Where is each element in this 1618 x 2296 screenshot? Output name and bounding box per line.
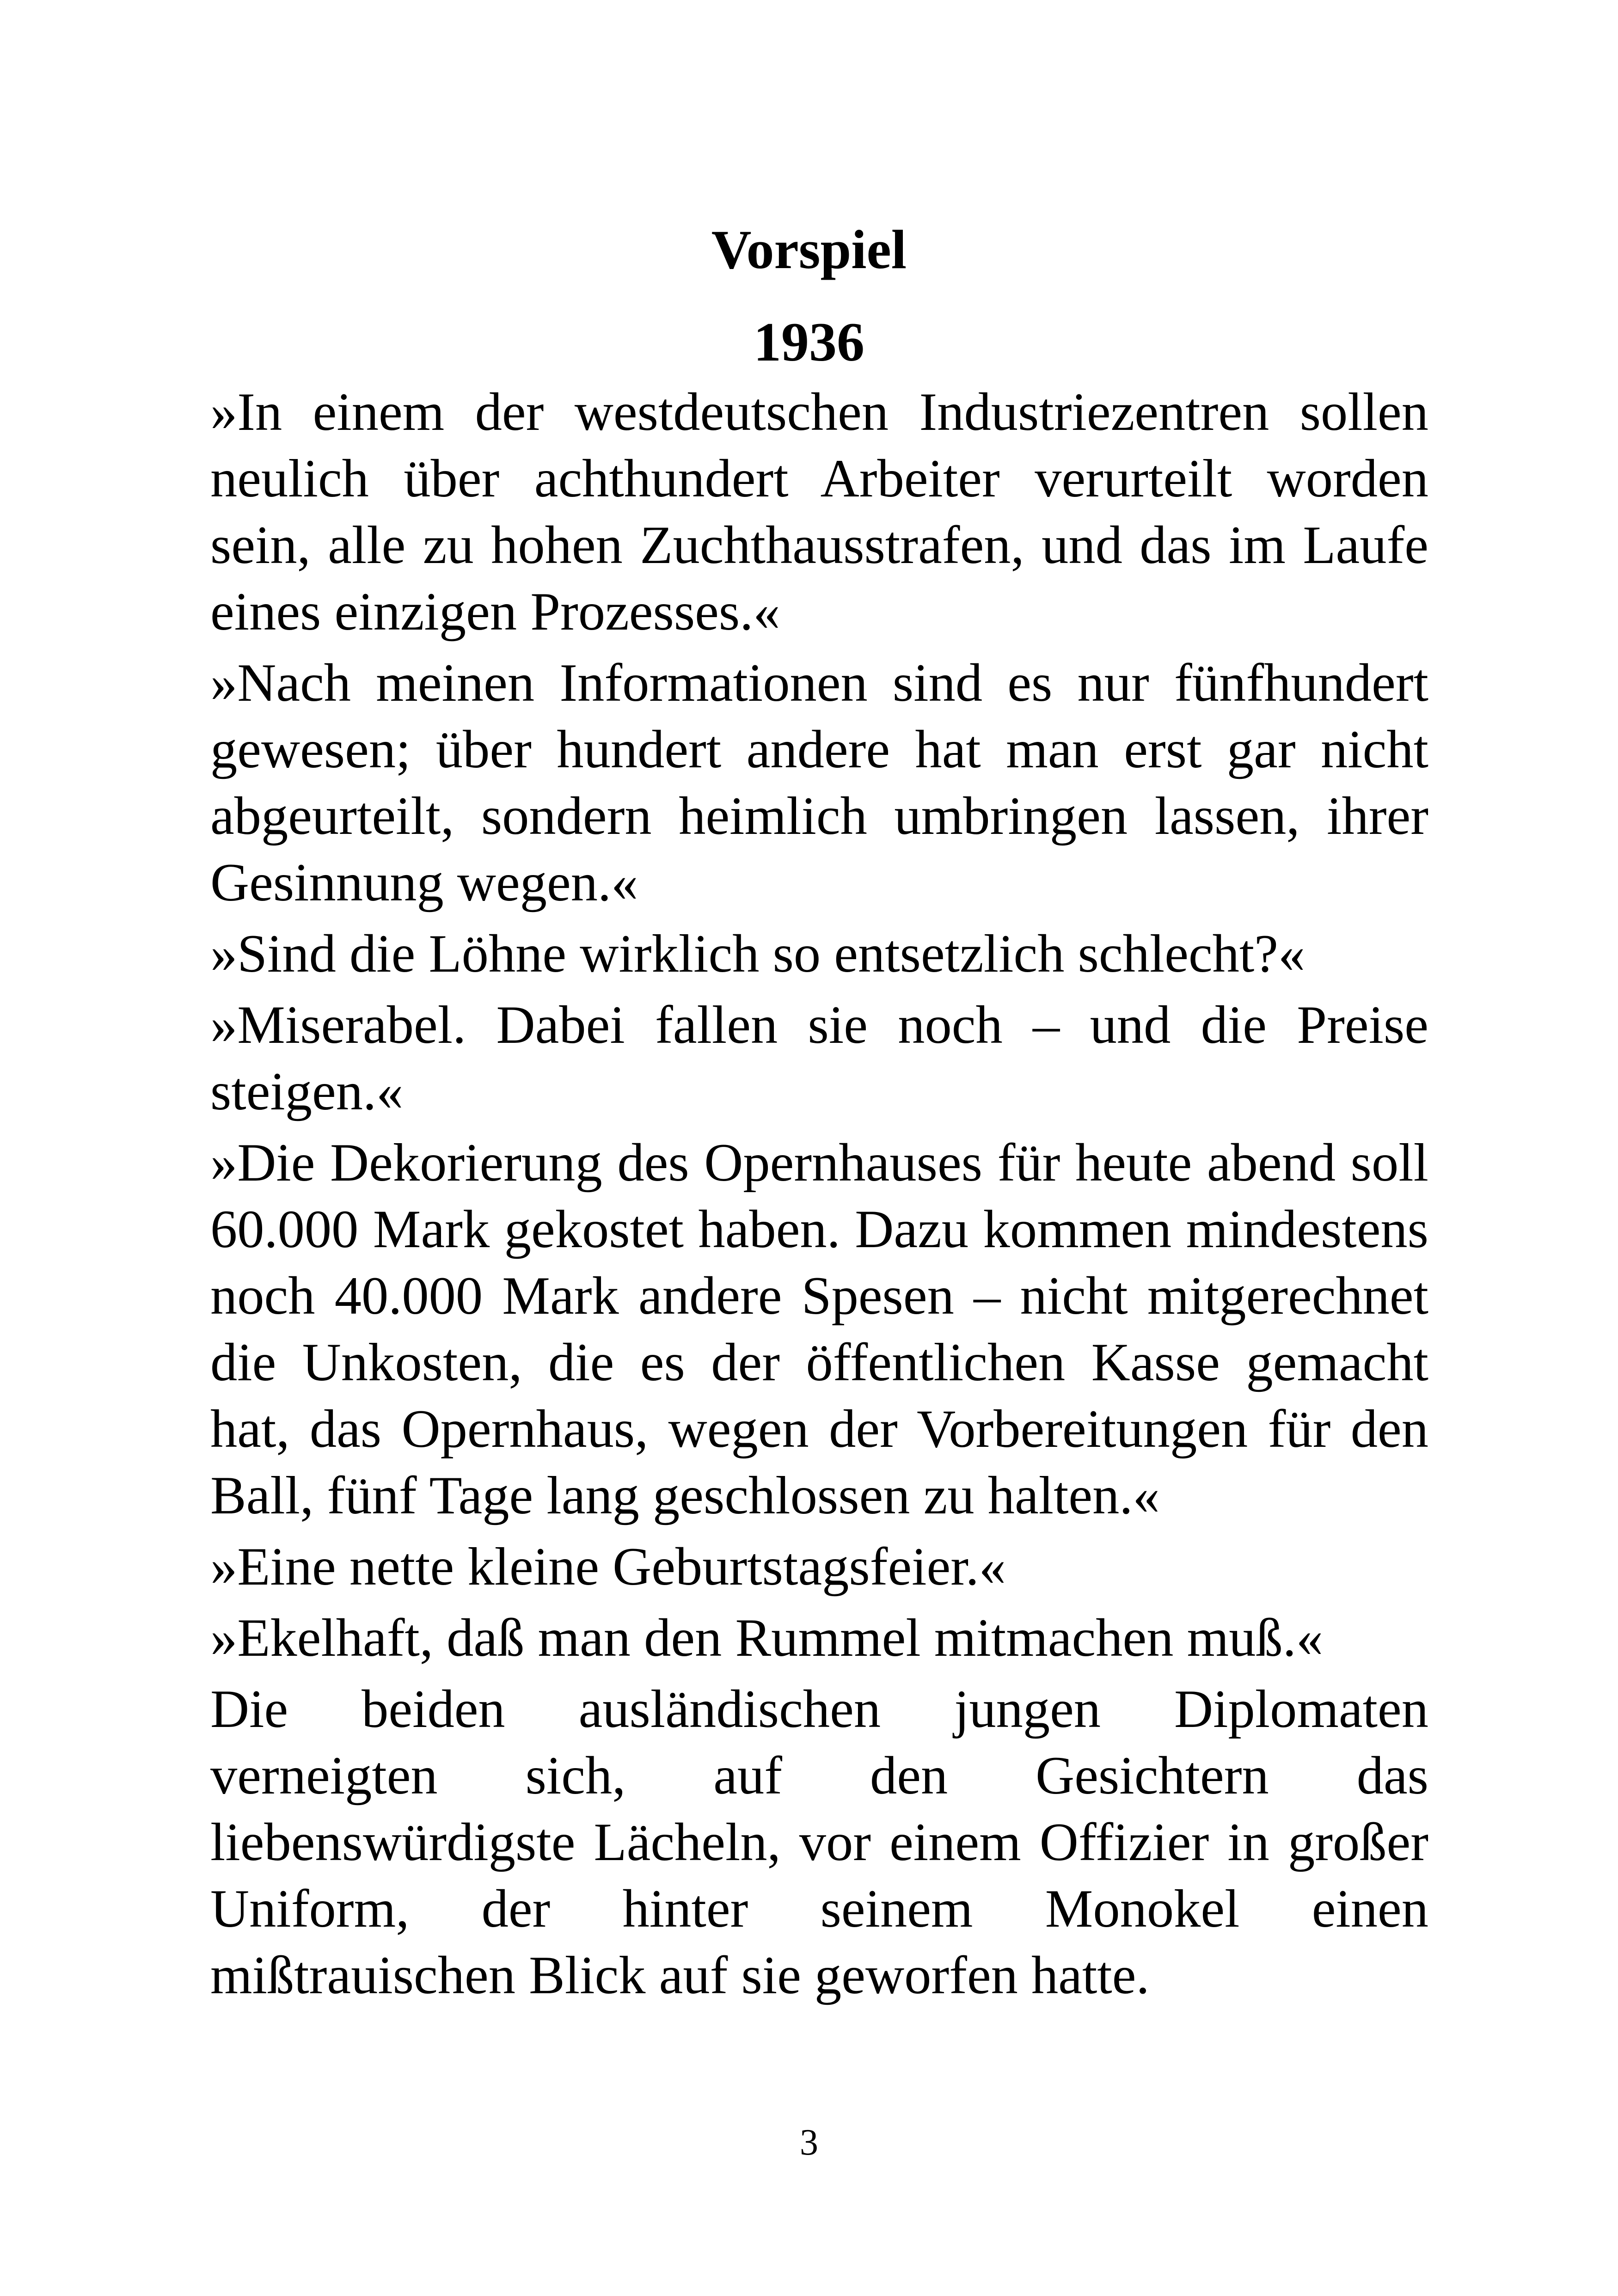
chapter-year: 1936 [754, 311, 864, 373]
paragraph: Die beiden ausländischen jungen Diplomaten verneigten sich, auf den Gesichtern das liebenswürdigste Lächeln, vor einem Offizier in großer Uniform, der hinter seinem Monokel einen mißtrauischen Blick auf sie geworfen hatte. [210, 1679, 1428, 2005]
paragraph: »In einem der westdeutschen Industriezentren sollen neulich über achthundert Arbeiter verurteilt worden sein, alle zu hohen Zuchthausstrafen, und das im Laufe eines einzigen Prozesses.« [210, 382, 1428, 642]
paragraph: »Nach meinen Informationen sind es nur fünfhundert gewesen; über hundert andere hat man erst gar nicht abgeurteilt, sondern heimlich umbringen lassen, ihrer Gesinnung wegen.« [210, 653, 1428, 912]
paragraph: »Miserabel. Dabei fallen sie noch – und die Preise steigen.« [210, 995, 1428, 1121]
paragraph: »Ekelhaft, daß man den Rummel mitmachen muß.« [210, 1608, 1324, 1668]
chapter-title: Vorspiel [711, 219, 907, 280]
page-number: 3 [800, 2122, 818, 2163]
paragraph: »Sind die Löhne wirklich so entsetzlich schlecht?« [210, 924, 1305, 984]
paragraph: »Die Dekorierung des Opernhauses für heute abend soll 60.000 Mark gekostet haben. Dazu kommen mindestens noch 40.000 Mark andere Spesen – nicht mitgerechnet die Unkosten, die es der öffentlichen Kasse gemacht hat, das Opernhaus, wegen der Vorbereitungen für den Ball, fünf Tage lang geschlossen zu halten.« [210, 1133, 1428, 1525]
body-text [210, 379, 1428, 2014]
paragraph: »Eine nette kleine Geburtstagsfeier.« [210, 1537, 1006, 1597]
